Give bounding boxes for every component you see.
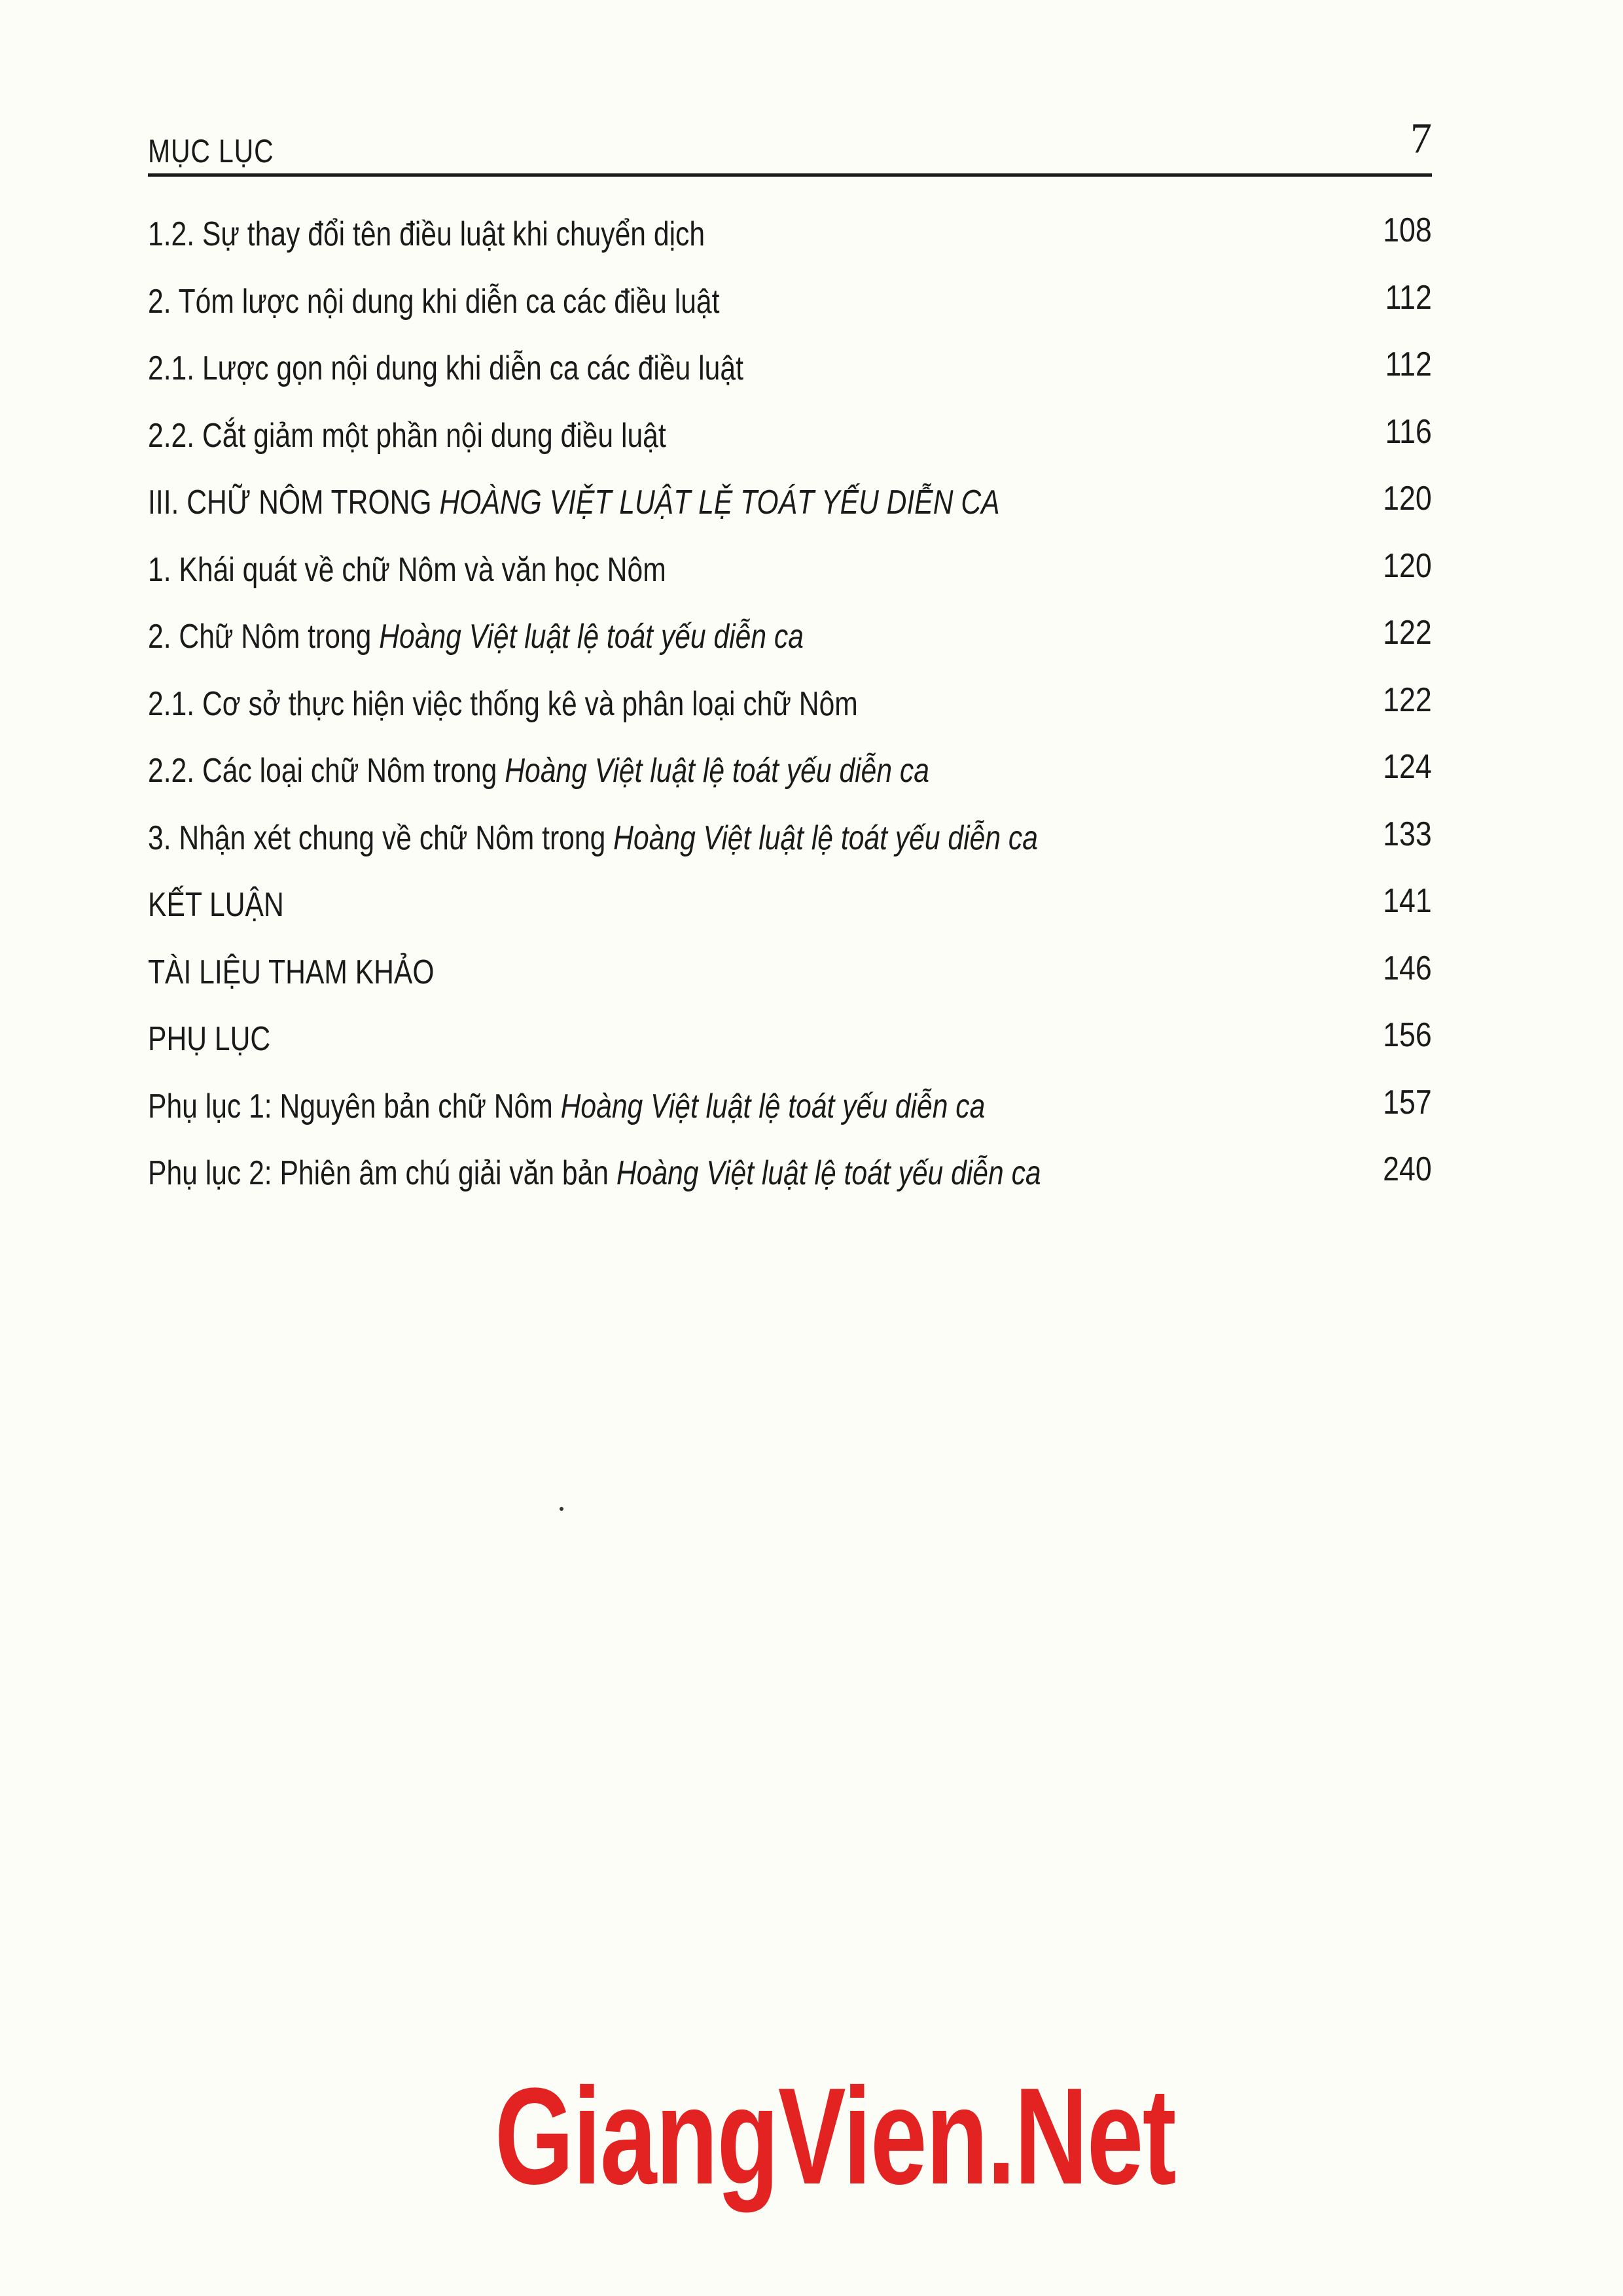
toc-entry-title (148, 617, 804, 656)
page-number: 7 (1410, 115, 1432, 162)
toc-entry (148, 1080, 1432, 1148)
scan-speck (560, 1507, 563, 1511)
toc-entry (148, 410, 1432, 477)
toc-entry-title (148, 885, 284, 925)
toc-entry-title (148, 483, 1000, 522)
toc-title-italic: HOÀNG VIỆT LUẬT LỆ TOÁT YẾU DIỄN CA (439, 484, 1000, 521)
toc-entry-page: 120 (1383, 480, 1432, 518)
toc-title-text: 2. Chữ Nôm trong (148, 618, 380, 656)
header-title: MỤC LỤC (148, 133, 274, 169)
watermark: GiangVien.Net (495, 2059, 1176, 2213)
toc-entry-title (148, 416, 666, 455)
toc-entry-title (148, 1154, 1041, 1193)
toc-entry-title (148, 819, 1038, 858)
toc-entry-page: 124 (1383, 748, 1432, 786)
toc-entry-page: 116 (1385, 412, 1432, 451)
toc-title-text: PHỤ LỤC (148, 1020, 271, 1058)
toc-entry-title (148, 751, 929, 790)
toc-entry-page: 240 (1383, 1150, 1432, 1188)
toc-title-text: Phụ lục 1: Nguyên bản chữ Nôm (148, 1087, 561, 1125)
toc-title-text: 2.1. Lược gọn nội dung khi diễn ca các điều luật (148, 349, 743, 387)
toc-title-text: 1.2. Sự thay đổi tên điều luật khi chuyển dịch (148, 215, 705, 253)
toc-entry-page: 133 (1383, 815, 1432, 853)
toc-entry-page: 120 (1383, 546, 1432, 585)
toc-title-italic: Hoàng Việt luật lệ toát yếu diễn ca (505, 752, 929, 790)
toc-entry (148, 745, 1432, 812)
table-of-contents (148, 208, 1432, 1214)
toc-entry-title (148, 349, 743, 388)
toc-title-italic: Hoàng Việt luật lệ toát yếu diễn ca (379, 618, 804, 656)
toc-entry-page: 122 (1383, 614, 1432, 652)
toc-title-italic: Hoàng Việt luật lệ toát yếu diễn ca (560, 1087, 986, 1125)
toc-title-italic: Hoàng Việt luật lệ toát yếu diễn ca (616, 1154, 1041, 1192)
toc-title-text: 2.2. Cắt giảm một phần nội dung điều luật (148, 416, 666, 455)
toc-entry (148, 812, 1432, 879)
toc-entry-page: 141 (1383, 882, 1432, 920)
toc-entry (148, 476, 1432, 544)
toc-entry-page: 157 (1383, 1083, 1432, 1122)
header-rule (148, 173, 1432, 177)
toc-title-text: 1. Khái quát về chữ Nôm và văn học Nôm (148, 550, 666, 589)
toc-title-text: TÀI LIỆU THAM KHẢO (148, 953, 435, 991)
toc-entry-page: 156 (1383, 1016, 1432, 1054)
toc-title-text: 2. Tóm lược nội dung khi diễn ca các điều luật (148, 282, 720, 321)
toc-entry (148, 208, 1432, 275)
toc-title-italic: Hoàng Việt luật lệ toát yếu diễn ca (613, 819, 1038, 857)
toc-entry-title (148, 1087, 985, 1126)
toc-entry-page: 112 (1385, 345, 1432, 383)
toc-entry (148, 544, 1432, 611)
toc-entry (148, 1147, 1432, 1214)
toc-entry (148, 610, 1432, 678)
toc-entry (148, 879, 1432, 946)
toc-entry-page: 112 (1385, 278, 1432, 317)
toc-title-text: Phụ lục 2: Phiên âm chú giải văn bản (148, 1154, 616, 1192)
toc-title-text: 2.1. Cơ sở thực hiện việc thống kê và phân loại chữ Nôm (148, 684, 858, 723)
toc-entry-page: 108 (1383, 211, 1432, 249)
toc-entry-title (148, 215, 705, 254)
toc-entry (148, 946, 1432, 1014)
toc-entry-title (148, 550, 666, 590)
toc-entry-title (148, 953, 435, 992)
toc-entry (148, 678, 1432, 745)
toc-entry (148, 1013, 1432, 1080)
toc-entry-title (148, 1019, 270, 1059)
toc-title-text: III. CHỮ NÔM TRONG (148, 484, 440, 521)
toc-entry (148, 275, 1432, 343)
toc-title-text: KẾT LUẬN (148, 886, 284, 924)
toc-entry (148, 342, 1432, 410)
toc-entry-title (148, 684, 858, 724)
toc-title-text: 2.2. Các loại chữ Nôm trong (148, 752, 505, 790)
toc-entry-page: 122 (1383, 680, 1432, 719)
toc-entry-page: 146 (1383, 949, 1432, 987)
toc-entry-title (148, 282, 719, 321)
toc-title-text: 3. Nhận xét chung về chữ Nôm trong (148, 819, 614, 857)
running-header (148, 111, 1432, 177)
